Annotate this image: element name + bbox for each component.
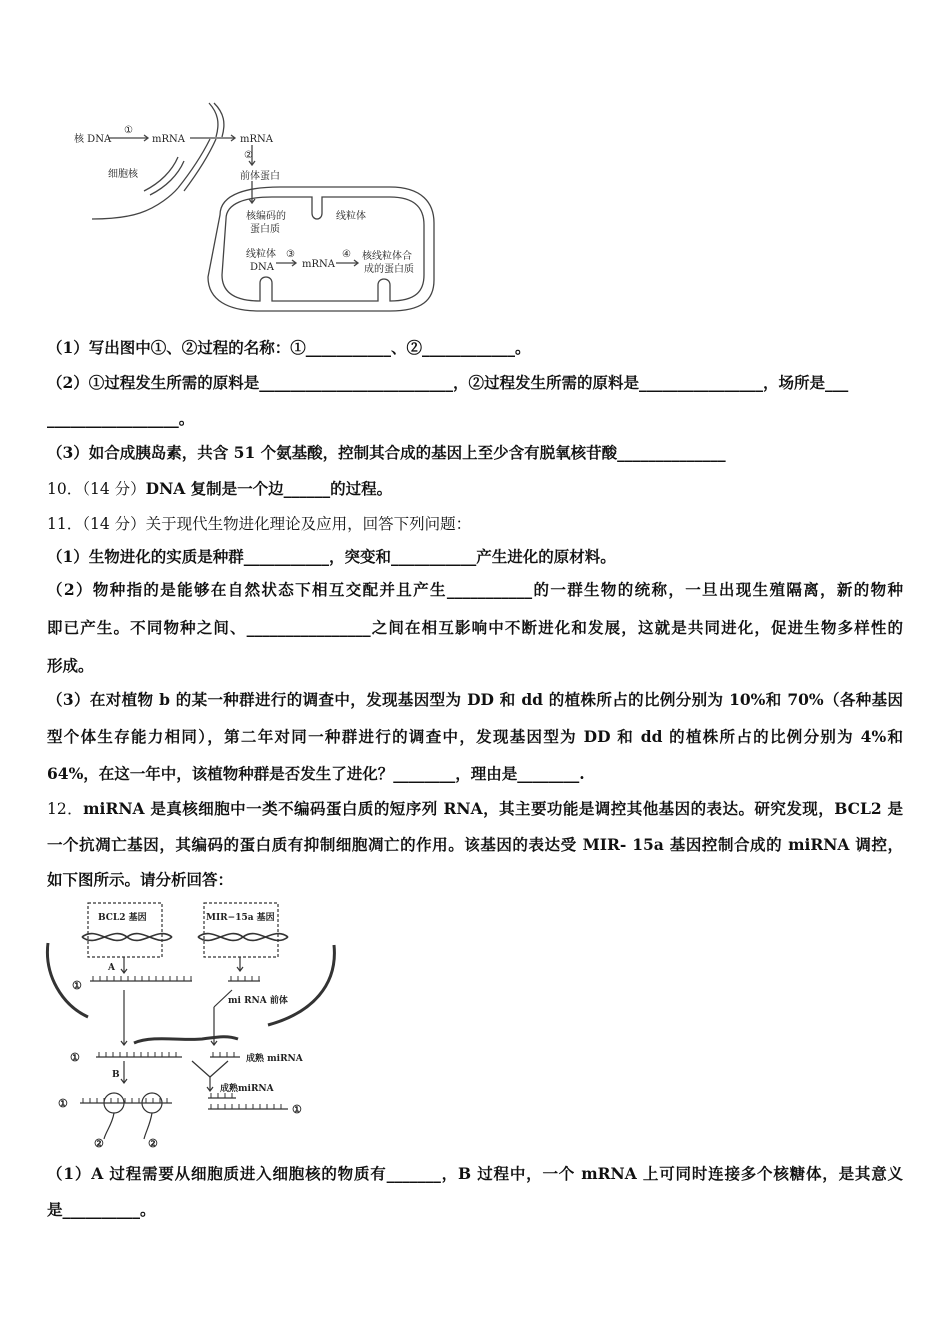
- label-nuclear-encoded-1: 核编码的: [246, 211, 286, 222]
- nuclear-envelope-left: [47, 943, 88, 1017]
- q12-line1: [47, 797, 903, 819]
- q9-part1: （1）写出图中①、②过程的名称：①___________、②____________。: [47, 338, 531, 357]
- q11-part3a: （3）在对植物 b 的某一种群进行的调查中，发现基因型为 DD 和 dd 的植株所占的比例分别为 10%和 70%（各种基因: [47, 690, 903, 709]
- label-mrna-a: mRNA: [152, 134, 185, 145]
- bcl2-gene-box: [88, 903, 162, 957]
- label-joint-1: 核线粒体合: [362, 251, 412, 262]
- q9-part2: （2）①过程发生所需的原料是_________________________，②过程发生所需的原料是________________，场所是___: [47, 373, 849, 392]
- q11-part2b: 即已产生。不同物种之间、________________之间在相互影响中不断进化和发展，这就是共同进化，促进生物多样性的: [47, 618, 903, 637]
- label-circle-2: ①: [70, 1051, 80, 1064]
- label-nuclear-encoded-2: 蛋白质: [250, 224, 280, 235]
- gene-expression-diagram: [60, 95, 450, 320]
- q11-number: 11．: [47, 515, 83, 533]
- label-bcl2: BCL2 基因: [98, 913, 147, 923]
- nuclear-envelope-low: [92, 188, 178, 219]
- label-mrna-b: mRNA: [240, 134, 273, 145]
- label-b: B: [112, 1070, 120, 1080]
- label-mrna-c: mRNA: [302, 259, 335, 270]
- label-mature-2: 成熟miRNA: [220, 1084, 274, 1094]
- label-step1: ①: [124, 125, 133, 136]
- q12-part1b: 是__________。: [47, 1200, 156, 1219]
- mir-gene-box: [204, 903, 278, 957]
- label-circle-4: ①: [292, 1103, 302, 1116]
- q10-text: DNA 复制是一个边______的过程。: [145, 479, 393, 498]
- label-mature-1: 成熟 miRNA: [246, 1054, 303, 1064]
- q12-line2: 一个抗凋亡基因，其编码的蛋白质有抑制细胞凋亡的作用。该基因的表达受 MIR- 15a 基因控制合成的 miRNA 调控，: [47, 835, 903, 854]
- nuclear-envelope-mid: [134, 1037, 238, 1043]
- mitochondrion-outer: [208, 187, 434, 311]
- label-r2-b: ②: [148, 1137, 158, 1150]
- label-a: A: [108, 963, 115, 973]
- q10-number: 10．: [47, 480, 83, 498]
- q10-score: （14 分）: [82, 480, 146, 498]
- q9-part3: （3）如合成胰岛素，共含 51 个氨基酸，控制其合成的基因上至少含有脱氧核苷酸______________: [47, 443, 726, 462]
- label-circle-1: ①: [72, 979, 82, 992]
- q11-text: 关于现代生物进化理论及应用，回答下列问题：: [145, 515, 472, 533]
- q11-part3c: 64%，在这一年中，该植物种群是否发生了进化？________，理由是________.: [47, 764, 585, 783]
- q9-part2-cont: _________________。: [47, 409, 195, 428]
- label-precursor: 前体蛋白: [240, 171, 280, 182]
- label-r2-a: ②: [94, 1137, 104, 1150]
- label-pre: mi RNA 前体: [228, 996, 288, 1006]
- q11-part1: （1）生物进化的实质是种群___________，突变和___________产生进化的原材料。: [47, 547, 616, 566]
- q12-number: 12．: [47, 800, 84, 818]
- label-step4: ④: [342, 249, 351, 260]
- label-joint-2: 成的蛋白质: [364, 264, 414, 275]
- label-mito-dna-1: 线粒体: [246, 249, 276, 260]
- q10: [47, 477, 392, 499]
- label-mir: MIR−15a 基因: [206, 913, 275, 923]
- label-nucleus-dna: 核 DNA: [74, 134, 112, 145]
- label-mito-dna-2: DNA: [250, 262, 274, 273]
- q12-text1: miRNA 是真核细胞中一类不编码蛋白质的短序列 RNA，其主要功能是调控其他基因的表达。研究发现，BCL2 是: [83, 799, 903, 818]
- label-step2: ②: [244, 150, 253, 161]
- q11-part2a: （2）物种指的是能够在自然状态下相互交配并且产生___________的一群生物的统称，一旦出现生殖隔离，新的物种: [47, 580, 903, 599]
- q11-part2c: 形成。: [47, 656, 94, 675]
- q11: [47, 512, 471, 534]
- q11-score: （14 分）: [82, 515, 146, 533]
- q11-part3b: 型个体生存能力相同），第二年对同一种群进行的调查中，发现基因型为 DD 和 dd 的植株所占的比例分别为 4%和: [47, 727, 903, 746]
- label-mito: 线粒体: [336, 211, 366, 222]
- label-step3: ③: [286, 249, 295, 260]
- label-nucleus: 细胞核: [108, 169, 138, 180]
- nuclear-envelope-top: [209, 103, 218, 137]
- q12-part1a: （1）A 过程需要从细胞质进入细胞核的物质有_______，B 过程中，一个 mRNA 上可同时连接多个核糖体，是其意义: [47, 1164, 903, 1183]
- label-circle-3: ①: [58, 1097, 68, 1110]
- mirna-regulation-diagram: [42, 895, 342, 1155]
- q12-line3: 如下图所示。请分析回答：: [47, 870, 234, 889]
